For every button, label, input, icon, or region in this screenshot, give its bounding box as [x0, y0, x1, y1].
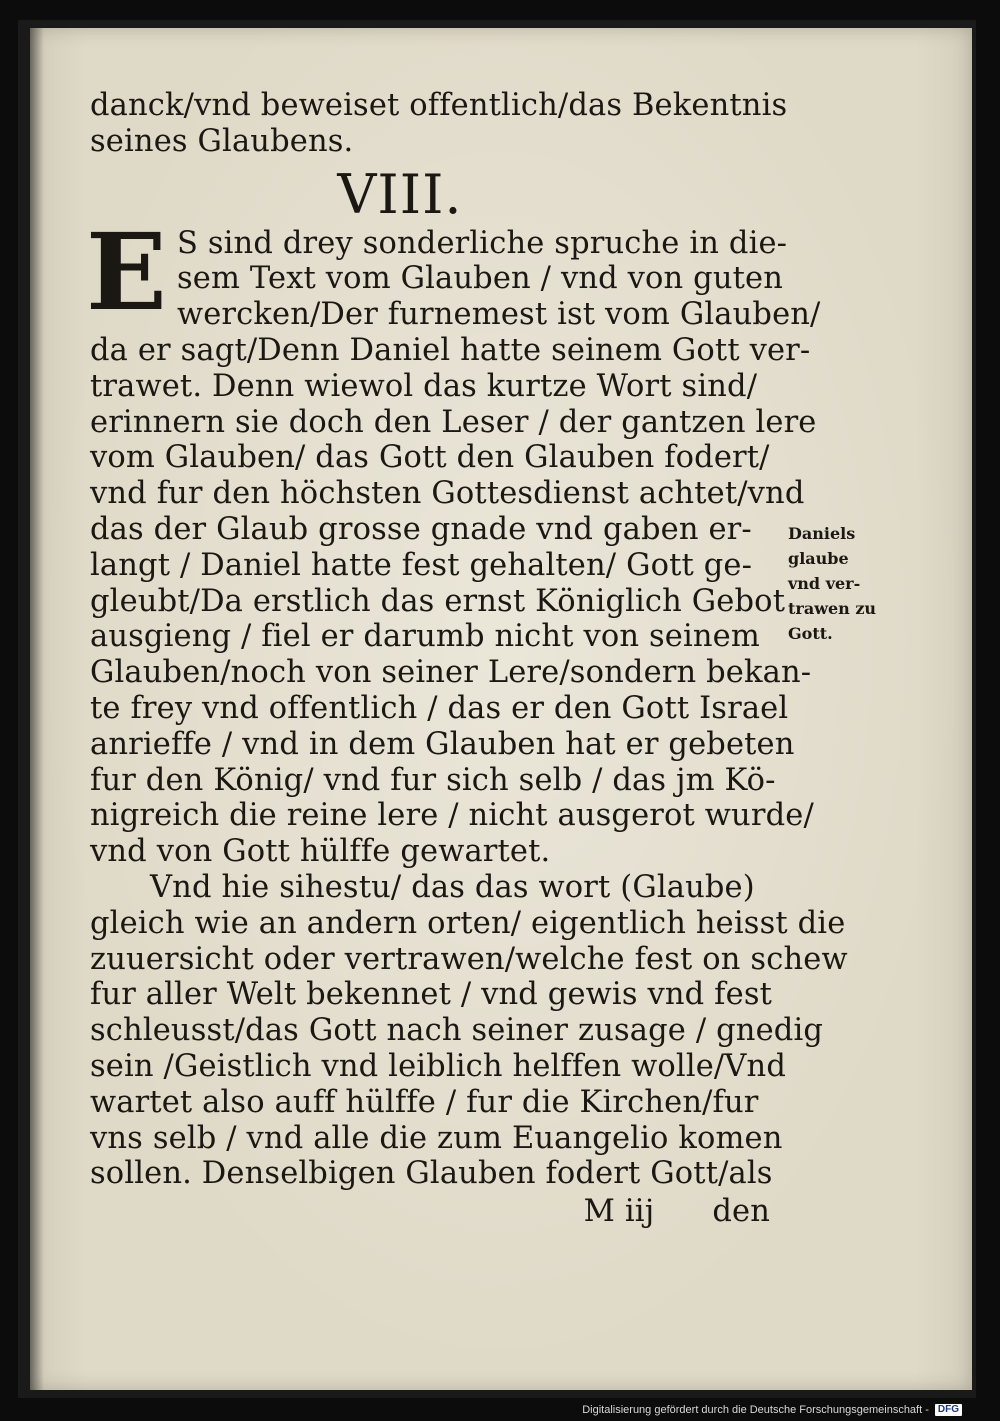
text-line: te frey vnd offentlich / das er den Gott Israel: [90, 690, 789, 726]
text-line: fur den König/ vnd fur sich selb / das jm Kö-: [90, 762, 776, 798]
text-line: sein /Geistlich vnd leiblich helffen wolle/Vnd: [90, 1048, 786, 1084]
text-line: vnd fur den höchsten Gottesdienst achtet/vnd: [90, 476, 805, 512]
footer-text: Digitalisierung gefördert durch die Deutsche Forschungsgemeinschaft -: [582, 1404, 929, 1416]
margin-note-line: glaube: [788, 549, 849, 568]
text-line: da er sagt/Denn Daniel hatte seinem Gott ver-: [90, 332, 811, 368]
text-line: nigreich die reine lere / nicht ausgerot wurde/: [90, 798, 814, 834]
text-line: fur aller Welt bekennet / vnd gewis vnd fest: [90, 977, 773, 1013]
margin-note: [788, 521, 898, 646]
book-page: [30, 28, 972, 1390]
text-line: wartet also auff hülffe / fur die Kirchen/fur: [90, 1084, 759, 1120]
section-heading: VIII.: [337, 162, 463, 226]
gutter-shadow: [30, 28, 44, 1390]
paragraph-1: [86, 208, 821, 870]
text-line: vns selb / vnd alle die zum Euangelio komen: [90, 1120, 783, 1156]
text-line: S sind drey sonderliche spruche in die-: [176, 225, 788, 261]
text-line: zuuersicht oder vertrawen/welche fest on schew: [90, 941, 848, 977]
text-line: das der Glaub grosse gnade vnd gaben er-: [90, 511, 752, 547]
text-line: Glauben/noch von seiner Lere/sondern bekan-: [90, 655, 812, 691]
intro-line: danck/vnd beweiset offentlich/das Bekentnis: [90, 88, 788, 123]
signature-mark: M iij: [583, 1194, 655, 1230]
text-line: wercken/Der furnemest ist vom Glauben/: [176, 297, 821, 333]
footer: [582, 1403, 962, 1417]
catchword: den: [712, 1194, 770, 1230]
margin-note-line: vnd ver-: [788, 574, 861, 593]
text-line: ausgieng / fiel er darumb nicht von seinem: [90, 619, 760, 655]
text-line: schleusst/das Gott nach seiner zusage / gnedig: [90, 1013, 824, 1049]
text-line: erinnern sie doch den Leser / der gantzen lere: [90, 404, 817, 440]
text-line: langt / Daniel hatte fest gehalten/ Gott ge-: [90, 547, 753, 583]
text-line: sollen. Denselbigen Glauben fodert Gott/als: [90, 1156, 773, 1192]
intro-line: seines Glaubens.: [90, 123, 354, 159]
text-line: trawet. Denn wiewol das kurtze Wort sind/: [90, 368, 758, 404]
text-line: gleubt/Da erstlich das ernst Königlich Gebot: [90, 583, 786, 619]
drop-initial: E: [86, 208, 167, 334]
text-line: Vnd hie sihestu/ das das wort (Glaube): [150, 869, 755, 905]
margin-note-line: Daniels: [788, 524, 856, 543]
text-line: anrieffe / vnd in dem Glauben hat er gebeten: [90, 726, 795, 762]
dfg-logo-icon: DFG: [935, 1404, 962, 1416]
margin-note-line: Gott.: [788, 624, 833, 643]
margin-note-line: trawen zu: [788, 599, 877, 618]
catchline: [90, 1194, 790, 1230]
text-line: sem Text vom Glauben / vnd von guten: [176, 261, 784, 297]
text-line: vom Glauben/ das Gott den Glauben fodert/: [90, 440, 770, 476]
paragraph-2: [90, 869, 848, 1192]
text-line: vnd von Gott hülffe gewartet.: [90, 834, 551, 870]
text-line: gleich wie an andern orten/ eigentlich heisst die: [90, 905, 846, 941]
